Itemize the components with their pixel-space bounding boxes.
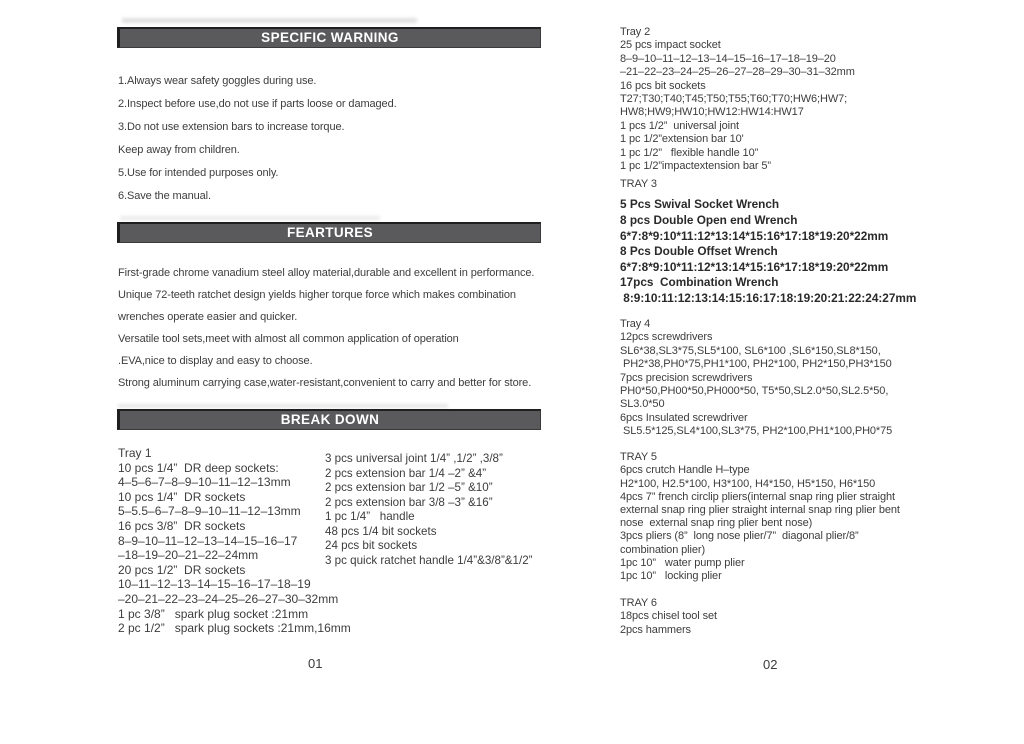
page-number-02: 02 (763, 657, 778, 672)
breakdown-line: 20 pcs 1/2” DR sockets (118, 562, 246, 577)
tray-2-line: 16 pcs bit sockets (620, 79, 706, 92)
tray-2-line: HW8;HW9;HW10;HW12:HW14:HW17 (620, 106, 804, 119)
section-title: SPECIFIC WARNING (261, 30, 399, 45)
tray-4-line: SL3.0*50 (620, 398, 665, 411)
tray-5-line: nose external snap ring plier bent nose) (620, 517, 813, 530)
tray-4-line: 6pcs Insulated screwdriver (620, 411, 748, 424)
tray-5-section (620, 451, 900, 583)
tray-3-line: 8:9:10:11:12:13:14:15:16:17:18:19:20:21:22:24:27mm (620, 290, 917, 305)
feature-line: Versatile tool sets,meet with almost all common application of operation (118, 333, 459, 345)
tray-2-line: 1 pc 1/2”impactextension bar 5” (620, 160, 771, 173)
tray-5-lines (620, 464, 900, 583)
tray-3-heading: TRAY 3 (620, 178, 657, 190)
tray-3-line: 8 pcs Double Open end Wrench (620, 213, 798, 227)
tray-3-line: 6*7:8*9:10*11:12*13:14*15:16*17:18*19:20*22mm (620, 259, 889, 274)
warning-line: 3.Do not use extension bars to increase torque. (118, 121, 345, 133)
section-header-break-down (117, 409, 541, 430)
section-title: FEARTURES (286, 225, 374, 240)
feature-line: Unique 72-teeth ratchet design yields higher torque force which makes combination (118, 289, 516, 301)
breakdown-line: 2 pcs extension bar 1/2 –5” &10” (325, 481, 493, 494)
section-header-features (117, 222, 541, 243)
breakdown-line: 10–11–12–13–14–15–16–17–18–19 (118, 577, 311, 592)
tray-3-lines (620, 197, 916, 306)
page-number-01: 01 (308, 656, 323, 671)
tray-5-line: external snap ring plier straight internal snap ring plier bent (620, 504, 900, 517)
breakdown-line: 2 pcs extension bar 3/8 –3” &16” (325, 495, 493, 509)
tray-5-line: 4pcs 7” french circlip pliers(internal snap ring plier straight (620, 490, 895, 503)
breakdown-line: 8–9–10–11–12–13–14–15–16–17 (118, 533, 298, 548)
breakdown-line: 1 pc 1/4” handle (325, 510, 415, 523)
tray-4-lines (620, 331, 892, 438)
warning-line: Keep away from children. (118, 144, 240, 156)
breakdown-tray1-left-column (118, 446, 351, 636)
section-title: BREAK DOWN (280, 412, 380, 427)
tray-4-line: PH0*50,PH00*50,PH000*50, T5*50,SL2.0*50,SL2.5*50, (620, 385, 889, 398)
tray-2-line: –21–22–23–24–25–26–27–28–29–30–31–32mm (620, 66, 855, 79)
scan-artifact (118, 404, 448, 408)
tray-4-line: SL6*38,SL3*75,SL5*100, SL6*100 ,SL6*150,SL8*150, (620, 344, 881, 357)
feature-line: First-grade chrome vanadium steel alloy material,durable and excellent in performance. (118, 267, 535, 279)
tray-4-line: PH2*38,PH0*75,PH1*100, PH2*100, PH2*150,PH3*150 (620, 358, 892, 371)
warning-line: 2.Inspect before use,do not use if parts loose or damaged. (118, 98, 397, 110)
tray-6-lines (620, 610, 717, 637)
breakdown-line: 4–5–6–7–8–9–10–11–12–13mm (118, 475, 291, 490)
tray-6-line: 2pcs hammers (620, 624, 691, 636)
warning-line: 6.Save the manual. (118, 190, 211, 202)
tray-6-line: 18pcs chisel tool set (620, 610, 717, 623)
tray-3-section (620, 178, 916, 307)
tray-5-line: 1pc 10” locking plier (620, 570, 722, 583)
scan-artifact (120, 216, 380, 220)
section-header-specific-warning (117, 27, 541, 48)
tray-2-heading: Tray 2 (620, 26, 651, 38)
tray-5-line: 3pcs pliers (8” long nose plier/7” diagonal plier/8” (620, 530, 859, 543)
tray-4-line: SL5.5*125,SL4*100,SL3*75, PH2*100,PH1*100,PH0*75 (620, 425, 893, 438)
breakdown-line: 2 pc 1/2” spark plug sockets :21mm,16mm (118, 621, 351, 636)
tray-5-line: combination plier) (620, 543, 706, 556)
tray-3-line: 17pcs Combination Wrench (620, 275, 779, 290)
breakdown-line: –20–21–22–23–24–25–26–27–30–32mm (118, 591, 339, 606)
breakdown-line: 1 pc 3/8” spark plug socket :21mm (118, 606, 309, 621)
tray-4-line: 7pcs precision screwdrivers (620, 371, 753, 384)
warning-list (118, 70, 397, 208)
tray-5-line: 6pcs crutch Handle H–type (620, 464, 750, 477)
tray-2-line: 25 pcs impact socket (620, 39, 721, 52)
tray-4-heading: Tray 4 (620, 318, 651, 330)
breakdown-line: 3 pcs universal joint 1/4” ,1/2” ,3/8” (325, 452, 503, 465)
tray-2-line: 1 pc 1/2”extension bar 10' (620, 133, 744, 146)
tray-2-line: 1 pcs 1/2” universal joint (620, 119, 739, 132)
breakdown-tray1-right-column (325, 452, 533, 568)
tray-5-line: H2*100, H2.5*100, H3*100, H4*150, H5*150, H6*150 (620, 477, 876, 490)
warning-line: 5.Use for intended purposes only. (118, 167, 279, 179)
tray-4-line: 12pcs screwdrivers (620, 331, 713, 344)
tray-4-section (620, 318, 892, 439)
tray-2-line: 8–9–10–11–12–13–14–15–16–17–18–19–20 (620, 52, 836, 65)
breakdown-line: 24 pcs bit sockets (325, 539, 418, 552)
breakdown-line: 16 pcs 3/8” DR sockets (118, 518, 246, 533)
tray-6-section (620, 597, 717, 638)
tray-6-heading: TRAY 6 (620, 597, 657, 609)
tray-2-line: 1 pc 1/2” flexible handle 10” (620, 146, 759, 159)
tray-2-line: T27;T30;T40;T45;T50;T55;T60;T70;HW6;HW7; (620, 93, 848, 106)
feature-line: .EVA,nice to display and easy to choose. (118, 355, 313, 367)
tray-2-lines (620, 39, 855, 173)
breakdown-line: 2 pcs extension bar 1/4 –2” &4” (325, 466, 487, 480)
breakdown-line: 10 pcs 1/4” DR sockets (118, 489, 246, 504)
features-list (118, 262, 534, 394)
breakdown-line: –18–19–20–21–22–24mm (118, 548, 259, 563)
tray-3-line: 5 Pcs Swival Socket Wrench (620, 197, 780, 212)
breakdown-line: 10 pcs 1/4” DR deep sockets: (118, 460, 279, 475)
breakdown-line: Tray 1 (118, 446, 152, 460)
tray-3-line: 8 Pcs Double Offset Wrench (620, 244, 778, 259)
feature-line: Strong aluminum carrying case,water-resistant,convenient to carry and better for store. (118, 377, 532, 389)
tray-3-line: 6*7:8*9:10*11:12*13:14*15:16*17:18*19:20*22mm (620, 228, 889, 243)
scan-artifact (122, 18, 417, 23)
warning-line: 1.Always wear safety goggles during use. (118, 75, 317, 87)
breakdown-line: 3 pc quick ratchet handle 1/4”&3/8”&1/2” (325, 553, 533, 567)
tray-2-section (620, 26, 855, 173)
tray-5-heading: TRAY 5 (620, 451, 657, 463)
feature-line: wrenches operate easier and quicker. (118, 311, 298, 323)
breakdown-line: 48 pcs 1/4 bit sockets (325, 524, 437, 538)
breakdown-line: 5–5.5–6–7–8–9–10–11–12–13mm (118, 504, 301, 519)
tray-5-line: 1pc 10” water pump plier (620, 556, 745, 569)
